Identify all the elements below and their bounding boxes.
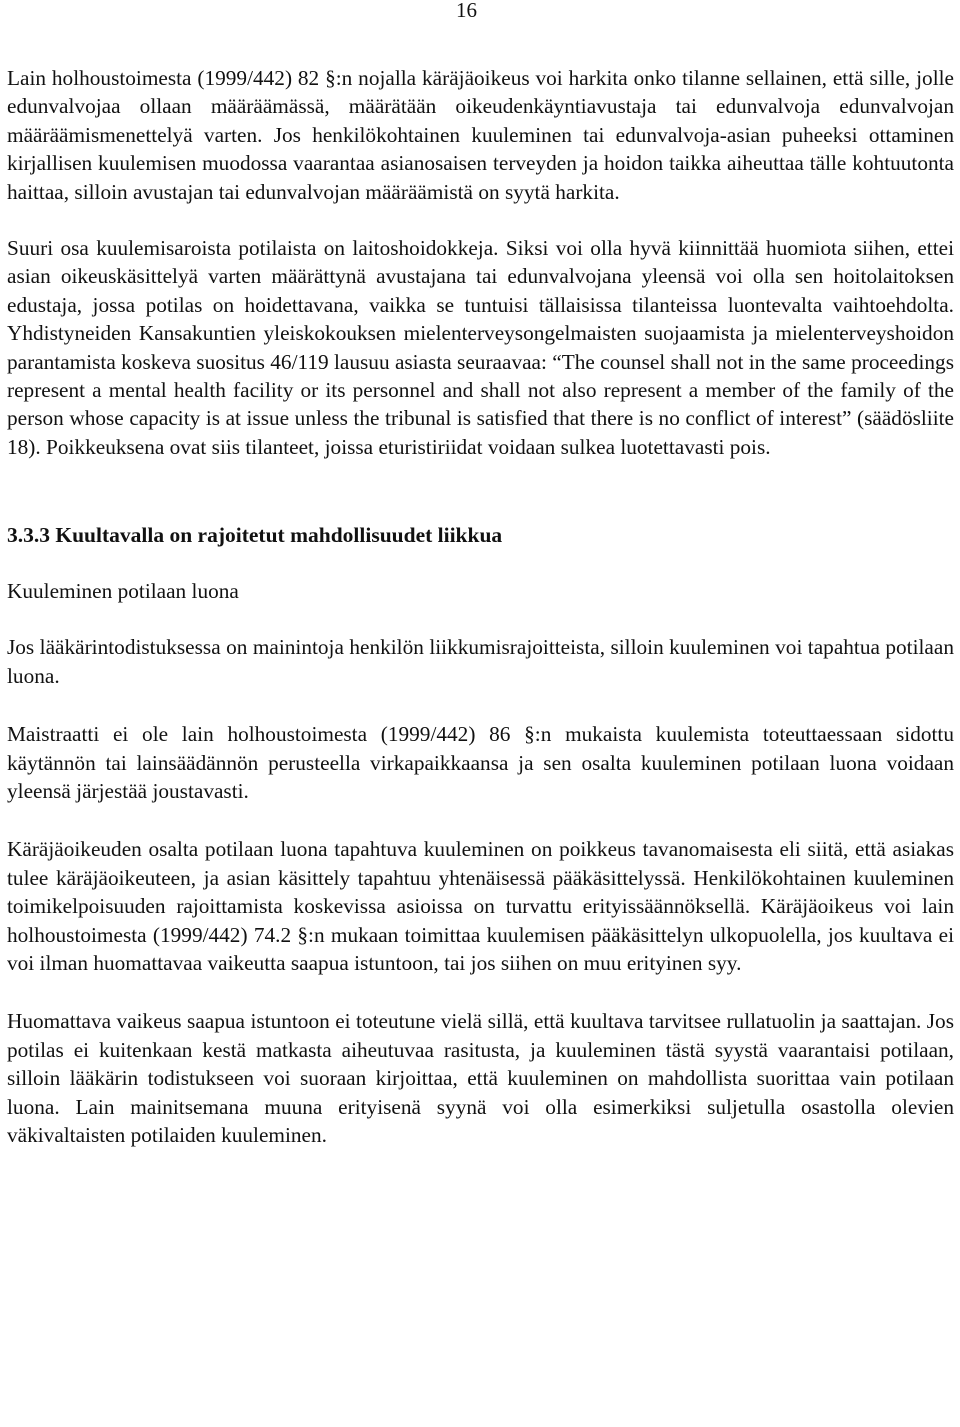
page-number: 16 [456, 0, 477, 22]
paragraph-huomattava-vaikeus: Huomattava vaikeus saapua istuntoon ei toteutune vielä sillä, että kuultava tarvitsee rullatuolin ja saattajan. Jos potilas ei kuitenkaan kestä matkasta aiheutuvaa rasitusta, ja kuuleminen tästä syystä vaarantaisi potilaan, silloin lääkärin todistukseen voi suoraan kirjoittaa, että kuuleminen on mahdollista suorittaa vain potilaan luona. Lain mainitsemana muuna erityisenä syynä voi olla esimerkiksi suljetulla osastolla olevien väkivaltaisten potilaiden kuuleminen. [7, 1009, 954, 1147]
section-heading: 3.3.3 Kuultavalla on rajoitetut mahdollisuudet liikkua [7, 523, 503, 548]
paragraph-laitoshoidokit: Suuri osa kuulemisaroista potilaista on laitoshoidokkeja. Siksi voi olla hyvä kiinnittää huomiota siihen, ettei asian oikeuskäsittelyä varten määrättynä avustajana tai edunvalvojana yleensä voi olla sen hoitolaitoksen edustaja, jossa potilas on hoidettavana, vaikka se tuntuisi tällaisissa tilanteissa luontevalta vaihtoehdolta. Yhdistyneiden Kansakuntien yleiskokouksen mielenterveysongelmaisten suojaamista ja mielenterveyshoidon parantamista koskeva suositus 46/119 lausuu asiasta seuraavaa: “The counsel shall not in the same proceedings represent a mental health facility or its personnel and shall not also represent a member of the family of the person whose capacity is at issue unless the tribunal is satisfied that there is no conflict of interest” (säädösliite 18). Poikkeuksena ovat siis tilanteet, joissa eturistiriidat voidaan sulkea luotettavasti pois. [7, 236, 954, 459]
paragraph-karajaoikeus: Käräjäoikeuden osalta potilaan luona tapahtuva kuuleminen on poikkeus tavanomaisesta eli siitä, että asiakas tulee käräjäoikeuteen, ja asian käsittely tapahtuu yhtenäisessä pääkäsittelyssä. Henkilökohtainen kuuleminen toimikelpoisuuden rajoittamista koskevissa asioissa on turvattu erityissäännöksellä. Käräjäoikeus voi lain holhoustoimesta (1999/442) 74.2 §:n mukaan toimittaa kuulemisen pääkäsittelyn ulkopuolella, jos kuultava ei voi ilman huomattavaa vaikeutta saapua istuntoon, tai jos siihen on muu erityinen syy. [7, 837, 954, 975]
paragraph-laakarintodistus: Jos lääkärintodistuksessa on mainintoja henkilön liikkumisrajoitteista, silloin kuuleminen voi tapahtua potilaan luona. [7, 635, 954, 688]
document-body [7, 64, 954, 1149]
paragraph-holhoustoimi-82: Lain holhoustoimesta (1999/442) 82 §:n nojalla käräjäoikeus voi harkita onko tilanne sellainen, että sille, jolle edunvalvojaa ollaan määräämässä, määrätään oikeudenkäyntiavustaja tai edunvalvoja edunvalvojan määräämismenettelyä varten. Jos henkilökohtainen kuuleminen tai edunvalvoja-asian puheeksi ottaminen kirjallisen kuulemisen muodossa vaarantaa asianosaisen terveyden ja hoidon taikka aiheuttaa tälle kohtuutonta haittaa, silloin avustajan tai edunvalvojan määräämistä on syytä harkita. [7, 66, 954, 204]
paragraph-maistraatti: Maistraatti ei ole lain holhoustoimesta (1999/442) 86 §:n mukaista kuulemista toteuttaessaan sidottu käytännön tai lainsäädännön perusteella virkapaikkaansa ja sen osalta kuuleminen potilaan luona voidaan yleensä järjestää joustavasti. [7, 722, 954, 803]
subheading: Kuuleminen potilaan luona [7, 579, 239, 604]
